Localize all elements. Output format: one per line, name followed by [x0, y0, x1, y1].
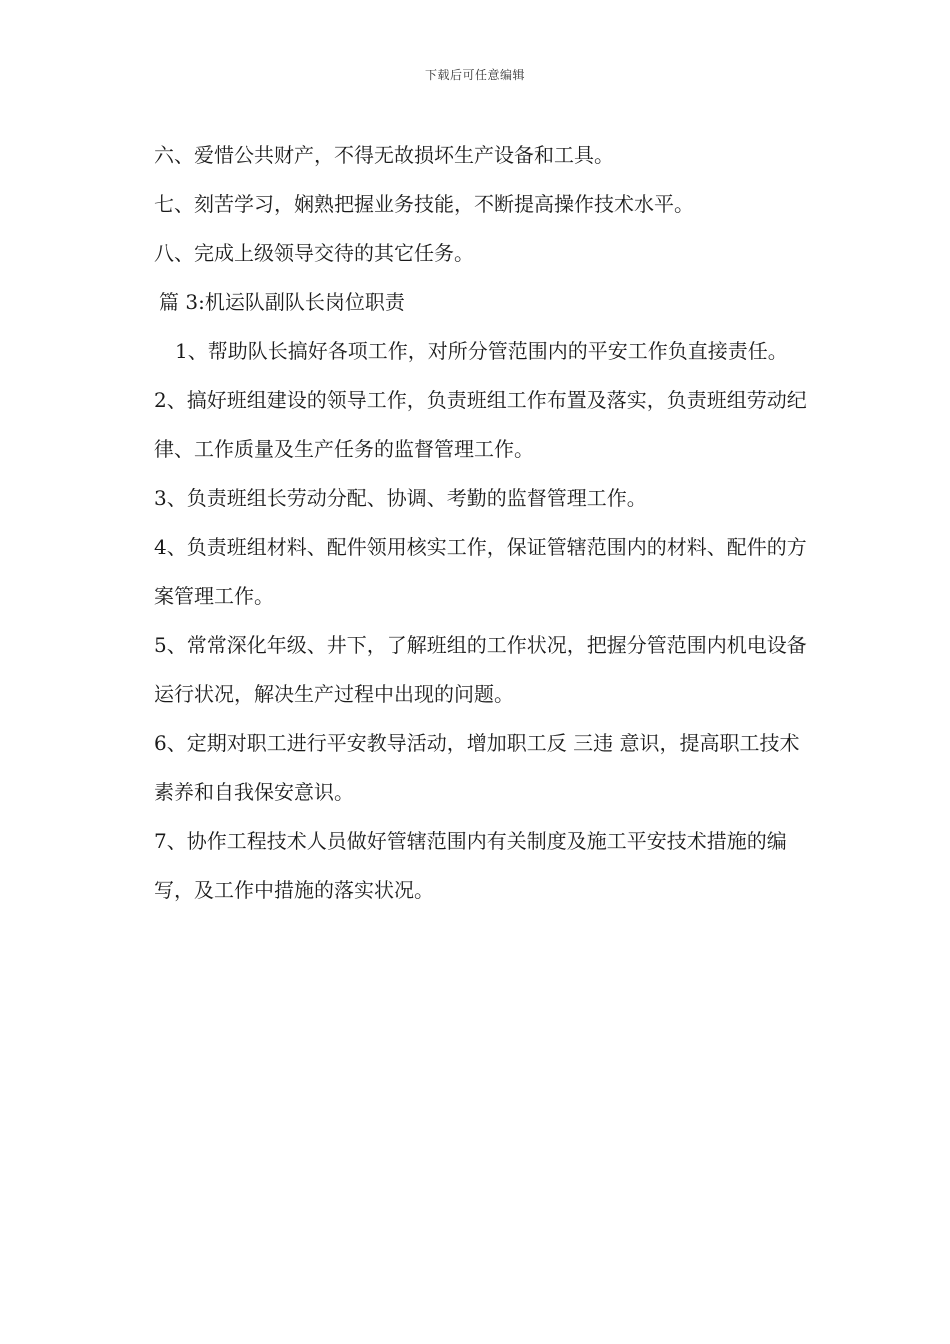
paragraph-item-7: 七、刻苦学习，娴熟把握业务技能，不断提高操作技术水平。 [154, 192, 694, 216]
duty-item-4: 4、负责班组材料、配件领用核实工作，保证管辖范围内的材料、配件的方案管理工作。 [154, 535, 807, 608]
paragraph-item-6: 六、爱惜公共财产，不得无故损坏生产设备和工具。 [154, 143, 614, 167]
section-heading: 篇 3:机运队副队长岗位职责 [159, 290, 405, 314]
duty-item-5: 5、常常深化年级、井下，了解班组的工作状况，把握分管范围内机电设备运行状况，解决生产过程中出现的问题。 [154, 633, 807, 706]
duty-item-3: 3、负责班组长劳动分配、协调、考勤的监督管理工作。 [154, 486, 647, 510]
paragraph-item-8: 八、完成上级领导交待的其它任务。 [154, 241, 474, 265]
page-header-note: 下载后可任意编辑 [424, 68, 525, 82]
duty-item-2: 2、搞好班组建设的领导工作，负责班组工作布置及落实，负责班组劳动纪律、工作质量及生产任务的监督管理工作。 [154, 388, 807, 461]
duty-item-1: 1、帮助队长搞好各项工作，对所分管范围内的平安工作负直接责任。 [175, 339, 788, 363]
duty-item-7: 7、协作工程技术人员做好管辖范围内有关制度及施工平安技术措施的编写，及工作中措施的落实状况。 [154, 829, 787, 902]
duty-item-6: 6、定期对职工进行平安教导活动，增加职工反 三违 意识，提高职工技术素养和自我保安意识。 [154, 731, 800, 804]
document-body [145, 131, 810, 915]
